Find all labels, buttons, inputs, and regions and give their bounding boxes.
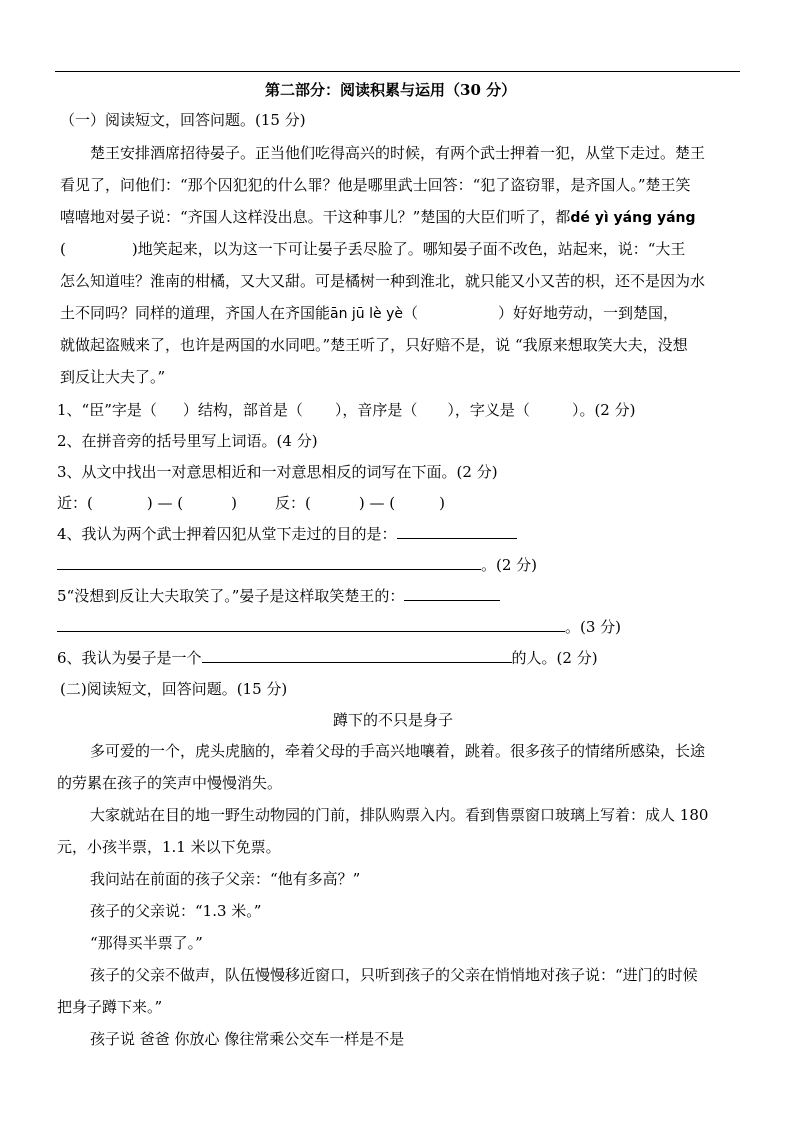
question-6: 6、我认为晏子是一个 的人。(2 分)	[57, 649, 598, 667]
q5-answer-line-1[interactable]	[404, 586, 500, 601]
passage1-line-7: 就做起盗贼来了，也许是两国的水同吧。”楚王听了，只好赔不是，说 “我原来想取笑大夫，没想	[60, 336, 688, 354]
top-rule	[55, 71, 740, 72]
passage2-line-3: 大家就站在目的地一野生动物园的门前，排队购票入内。看到售票窗口玻璃上写着：成人 180	[90, 806, 709, 824]
pinyin-an-ju-le-ye: ān jū lè yè	[330, 306, 403, 322]
part1-heading: （一）阅读短文，回答问题。(15 分)	[60, 111, 306, 129]
section-title: 第二部分：阅读积累与运用（30 分）	[265, 81, 517, 99]
question-5-cont: 。(3 分)	[57, 617, 621, 637]
passage1-line-6	[60, 303, 678, 323]
passage2-line-4: 元，小孩半票，1.1 米以下免票。	[57, 838, 281, 856]
question-3-answer-row: 近：( ) — ( ) 反：( ) — ( )	[57, 494, 445, 512]
passage1-line-3-text: 嘻嘻地对晏子说：“齐国人这样没出息。干这种事儿？”楚国的大臣们听了，都	[60, 208, 571, 226]
passage1-line-6-end: ）好好地劳动，一到楚国，	[498, 304, 679, 322]
passage1-line-4-text: )地笑起来，以为这一下可让晏子丢尽脸了。哪知晏子面不改色，站起来，说：“大王	[131, 240, 686, 258]
passage1-line-4	[60, 239, 685, 259]
passage1-line-2: 看见了，问他们：“那个囚犯犯的什么罪？他是哪里武士回答：“犯了盗窃罪，是齐国人。”楚王笑	[60, 176, 691, 194]
passage1-line-3	[60, 207, 696, 227]
passage2-line-8: 孩子的父亲不做声，队伍慢慢移近窗口，只听到孩子的父亲在悄悄地对孩子说：“进门的时候	[90, 966, 698, 984]
passage2-line-2: 的劳累在孩子的笑声中慢慢消失。	[57, 774, 283, 792]
passage1-line-5: 怎么知道哇？淮南的柑橘，又大又甜。可是橘树一种到淮北，就只能又小又苦的枳，还不是因为水	[60, 272, 706, 290]
passage2-line-1: 多可爱的一个，虎头虎脑的，牵着父母的手高兴地嚷着，跳着。很多孩子的情绪所感染，长途	[90, 742, 706, 760]
question-4: 4、我认为两个武士押着囚犯从堂下走过的目的是：	[57, 524, 517, 544]
passage2-line-5: 我问站在前面的孩子父亲：“他有多高？”	[90, 870, 361, 888]
q4-answer-line-2[interactable]	[57, 555, 481, 570]
passage2-line-10: 孩子说 爸爸 你放心 像往常乘公交车一样是不是	[90, 1030, 405, 1048]
question-1: 1、“臣”字是（ ）结构，部首是（ ），音序是（ ），字义是（ ）。(2 分)	[57, 401, 636, 419]
pinyin-de-yi-yang-yang: dé yì yáng yáng	[570, 210, 696, 226]
passage1-line-6-text: 土不同吗？同样的道理，齐国人在齐国能	[60, 304, 331, 322]
passage2-line-7: “那得买半票了。”	[90, 934, 203, 952]
passage1-line-8: 到反让大夫了。”	[60, 368, 166, 386]
passage2-line-6: 孩子的父亲说：“1.3 米。”	[90, 902, 262, 920]
passage2-line-9: 把身子蹲下来。”	[57, 998, 163, 1016]
q5-answer-line-2[interactable]	[57, 617, 565, 632]
passage2-title: 蹲下的不只是身子	[333, 711, 454, 729]
q4-answer-line-1[interactable]	[397, 524, 517, 539]
answer-bracket-open: (	[60, 240, 66, 258]
question-2: 2、在拼音旁的括号里写上词语。(4 分)	[57, 432, 318, 450]
question-4-cont: 。(2 分)	[57, 555, 537, 575]
question-3: 3、从文中找出一对意思相近和一对意思相反的词写在下面。(2 分)	[57, 463, 498, 481]
answer-bracket-open-2: （	[402, 304, 418, 322]
question-5: 5“没想到反让大夫取笑了。”晏子是这样取笑楚王的：	[57, 586, 500, 606]
q6-answer-line[interactable]	[202, 648, 512, 663]
part2-heading: (二)阅读短文，回答问题。(15 分)	[60, 680, 288, 698]
passage1-line-1: 楚王安排酒席招待晏子。正当他们吃得高兴的时候，有两个武士押着一犯，从堂下走过。楚王	[90, 144, 706, 162]
